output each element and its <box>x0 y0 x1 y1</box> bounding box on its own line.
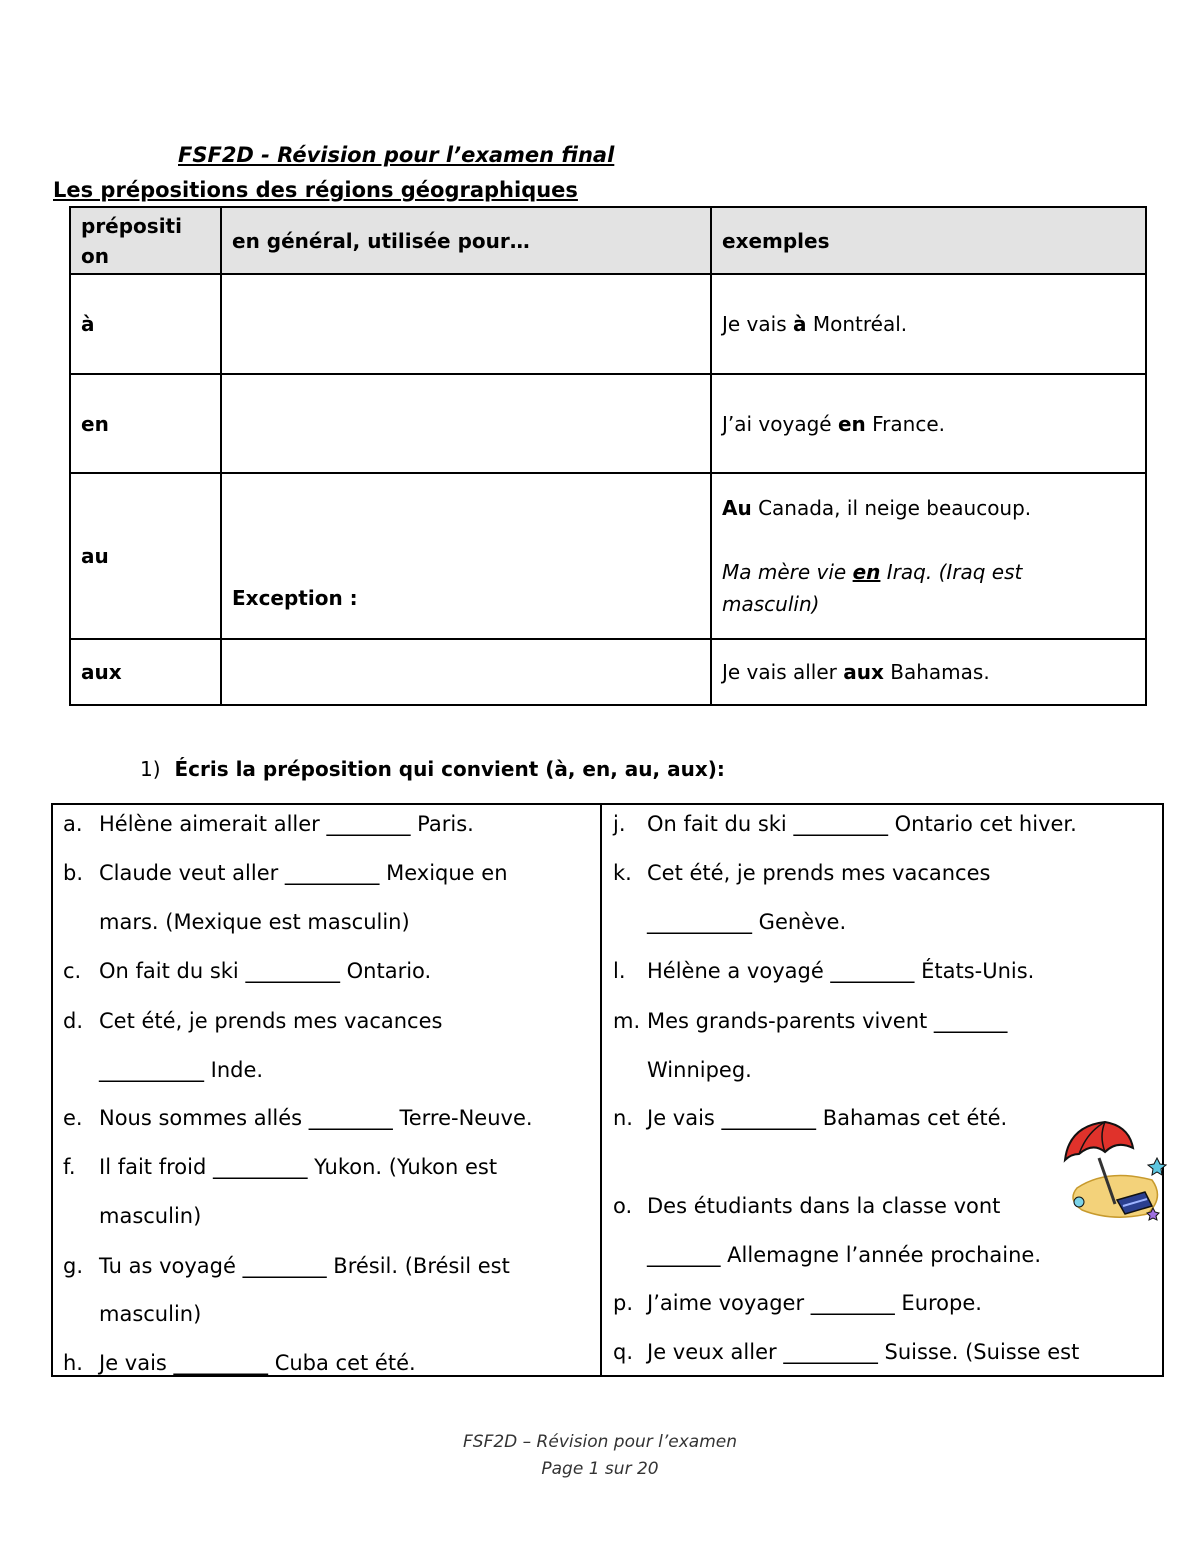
beach-umbrella-icon <box>1057 1118 1167 1223</box>
item-letter: q. <box>613 1340 634 1364</box>
example-cell <box>711 274 1146 374</box>
text-run: Montréal. <box>806 312 908 336</box>
item-letter: j. <box>613 812 626 836</box>
item-text: Je veux aller _________ Suisse. (Suisse est <box>647 1340 1080 1364</box>
item-letter: c. <box>63 959 82 983</box>
item-letter: h. <box>63 1351 83 1375</box>
item-text: __________ Genève. <box>647 910 847 934</box>
usage-cell <box>221 473 711 639</box>
item-letter: o. <box>613 1194 633 1218</box>
item-text: Winnipeg. <box>647 1058 752 1082</box>
usage-cell <box>221 374 711 473</box>
item-text: Je vais _________ Cuba cet été. <box>99 1351 416 1375</box>
item-text: Hélène aimerait aller ________ Paris. <box>99 812 474 836</box>
item-text: Mes grands-parents vivent _______ <box>647 1009 1008 1033</box>
text-run: Bahamas. <box>883 660 990 684</box>
item-text: Il fait froid _________ Yukon. (Yukon est <box>99 1155 498 1179</box>
page-title: FSF2D - Révision pour l’examen final <box>178 143 615 167</box>
item-text: On fait du ski _________ Ontario cet hiver. <box>647 812 1077 836</box>
item-letter: d. <box>63 1009 84 1033</box>
example-cell <box>711 473 1146 639</box>
header-examples: exemples <box>711 207 1146 274</box>
text-run: à <box>793 312 807 336</box>
header-preposition <box>70 207 221 274</box>
table-header-row <box>70 207 1146 274</box>
example-text <box>722 308 1135 340</box>
text-run: J’ai voyagé <box>722 411 838 436</box>
item-text: Tu as voyagé ________ Brésil. (Brésil est <box>99 1254 510 1278</box>
item-text: Cet été, je prends mes vacances <box>99 1009 443 1033</box>
table-row <box>70 374 1146 473</box>
item-letter: m. <box>613 1009 641 1033</box>
item-text: Hélène a voyagé ________ États-Unis. <box>647 959 1035 983</box>
item-text: masculin) <box>99 1204 202 1228</box>
table-row <box>70 473 1146 639</box>
example-cell <box>711 639 1146 705</box>
item-text: mars. (Mexique est masculin) <box>99 910 410 934</box>
text-run: Iraq. (Iraq est <box>880 560 1023 584</box>
text-run: en <box>837 411 866 436</box>
prep-cell: à <box>70 274 221 374</box>
usage-cell <box>221 639 711 705</box>
prepositions-table <box>69 206 1147 706</box>
example-cell <box>711 374 1146 473</box>
prep-cell: au <box>70 473 221 639</box>
header-preposition-text: préposition <box>81 213 182 268</box>
text-run: en <box>852 560 881 584</box>
header-usage: en général, utilisée pour… <box>221 207 711 274</box>
item-text: Des étudiants dans la classe vont <box>647 1194 1001 1218</box>
prep-cell: aux <box>70 639 221 705</box>
example-text <box>722 656 1135 688</box>
text-run: Au <box>722 496 752 520</box>
item-letter: p. <box>613 1291 634 1315</box>
text-run: Je vais aller <box>722 660 844 684</box>
exercise-instruction-text: Écris la préposition qui convient (à, en, au, aux): <box>174 757 725 781</box>
item-text: Nous sommes allés ________ Terre-Neuve. <box>99 1106 533 1130</box>
item-text: Cet été, je prends mes vacances <box>647 861 991 885</box>
column-divider <box>600 805 602 1375</box>
example-note <box>722 556 1135 588</box>
item-text: On fait du ski _________ Ontario. <box>99 959 432 983</box>
text-run: aux <box>843 660 884 684</box>
item-text: Je vais _________ Bahamas cet été. <box>647 1106 1008 1130</box>
example-text <box>722 408 1135 440</box>
exercise-box <box>51 803 1164 1377</box>
table-row <box>70 274 1146 374</box>
exception-label: Exception : <box>232 586 358 610</box>
item-text: _______ Allemagne l’année prochaine. <box>647 1243 1042 1267</box>
prep-cell: en <box>70 374 221 473</box>
exercise-instruction <box>140 757 725 781</box>
table-row <box>70 639 1146 705</box>
item-letter: n. <box>613 1106 633 1130</box>
item-letter: a. <box>63 812 83 836</box>
item-text: J’aime voyager ________ Europe. <box>647 1291 982 1315</box>
text-run: Canada, il neige beaucoup. <box>751 496 1032 520</box>
text-run: Ma mère vie <box>722 560 853 584</box>
item-letter: g. <box>63 1254 84 1278</box>
item-text: masculin) <box>99 1302 202 1326</box>
item-letter: b. <box>63 861 84 885</box>
item-letter: f. <box>63 1155 76 1179</box>
item-letter: e. <box>63 1106 83 1130</box>
item-text: Claude veut aller _________ Mexique en <box>99 861 508 885</box>
example-note-line2: masculin) <box>722 592 820 616</box>
usage-cell <box>221 274 711 374</box>
footer-page-number: Page 1 sur 20 <box>541 1459 659 1479</box>
item-letter: l. <box>613 959 626 983</box>
example-text <box>722 492 1135 524</box>
text-run: France. <box>865 411 945 436</box>
footer-title: FSF2D – Révision pour l’examen <box>463 1432 737 1452</box>
text-run: Je vais <box>722 312 793 336</box>
exercise-number: 1) <box>140 757 161 781</box>
section-heading: Les prépositions des régions géographiques <box>53 178 578 202</box>
item-text: __________ Inde. <box>99 1058 264 1082</box>
item-letter: k. <box>613 861 632 885</box>
